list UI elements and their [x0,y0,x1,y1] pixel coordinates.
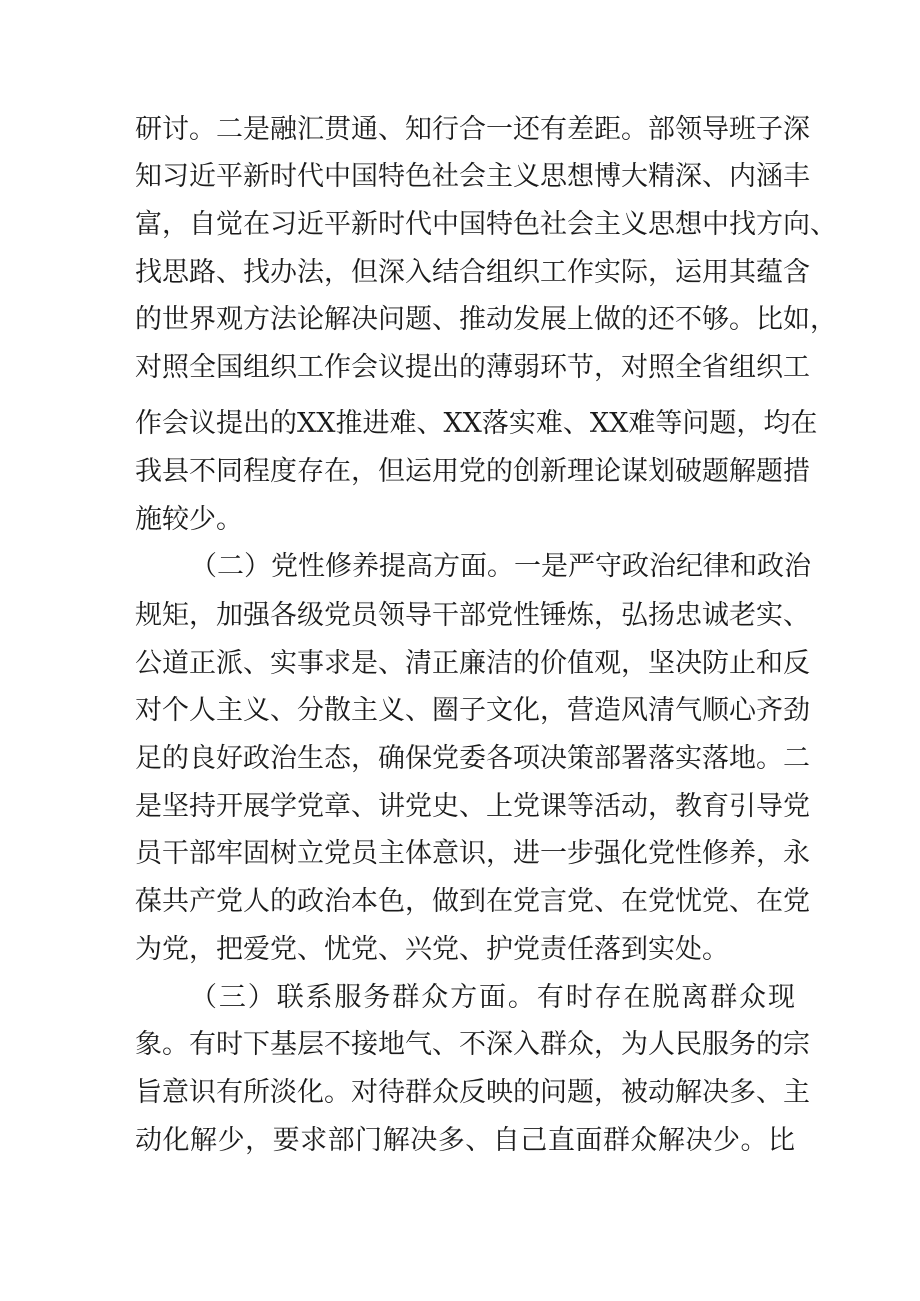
section-heading-line: （三）联系服务群众方面。有时存在脱离群众现 [190,982,795,1013]
paragraph-line: 员干部牢固树立党员主体意识，进一步强化党性修养，永 [135,838,810,869]
paragraph-line: 富，自觉在习近平新时代中国特色社会主义思想中找方向、 [135,209,837,240]
paragraph-line: 找思路、找办法，但深入结合组织工作实际，运用其蕴含 [135,257,810,288]
paragraph-line: 研讨。二是融汇贯通、知行合一还有差距。部领导班子深 [135,114,810,145]
paragraph-line: 足的良好政治生态，确保党委各项决策部署落实落地。二 [135,743,810,774]
paragraph-line: 公道正派、实事求是、清正廉洁的价值观，坚决防止和反 [135,648,810,679]
paragraph-line: 知习近平新时代中国特色社会主义思想博大精深、内涵丰 [135,161,810,192]
paragraph-line: 动化解少，要求部门解决多、自己直面群众解决少。比 [135,1125,795,1156]
paragraph-line: 为党，把爱党、忧党、兴党、护党责任落到实处。 [135,934,729,965]
paragraph-line: 对个人主义、分散主义、圈子文化，营造风清气顺心齐劲 [135,695,810,726]
paragraph-line: 我县不同程度存在，但运用党的创新理论谋划破题解题措 [135,456,810,487]
paragraph-line: 旨意识有所淡化。对待群众反映的问题，被动解决多、主 [135,1077,810,1108]
paragraph-line: 对照全国组织工作会议提出的薄弱环节，对照全省组织工 [135,352,810,383]
paragraph-line: 规矩，加强各级党员领导干部党性锤炼，弘扬忠诚老实、 [135,600,810,631]
paragraph-line: 葆共产党人的政治本色，做到在党言党、在党忧党、在党 [135,886,810,917]
paragraph-line: 的世界观方法论解决问题、推动发展上做的还不够。比如， [135,304,837,335]
paragraph-line: 作会议提出的XX推进难、XX落实难、XX难等问题，均在 [135,408,818,439]
paragraph-line: 施较少。 [135,504,243,535]
section-heading-line: （二）党性修养提高方面。一是严守政治纪律和政治 [190,551,811,582]
paragraph-line: 是坚持开展学党章、讲党史、上党课等活动，教育引导党 [135,791,810,822]
paragraph-line: 象。有时下基层不接地气、不深入群众，为人民服务的宗 [135,1029,810,1060]
